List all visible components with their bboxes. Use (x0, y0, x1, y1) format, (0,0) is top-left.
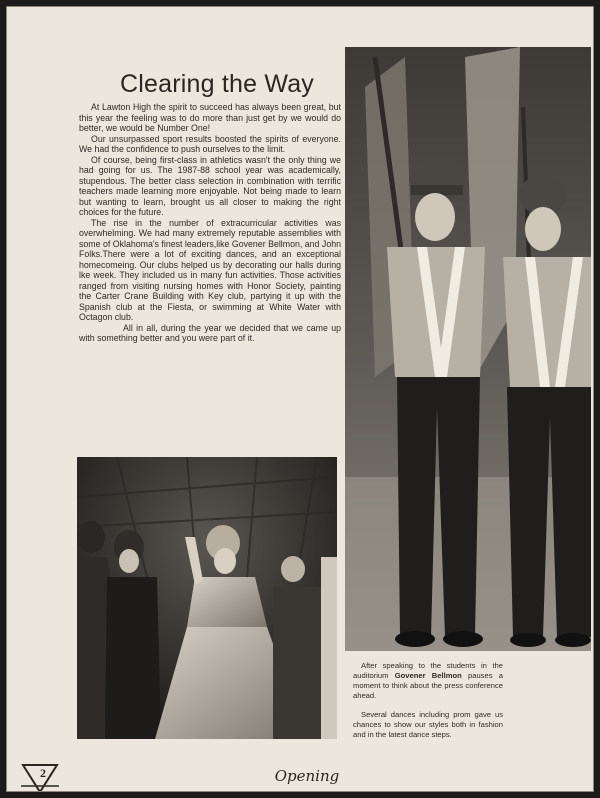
article-paragraph: Of course, being first-class in athletics wasn't the only thing we had going for us. The 1987-88 school year was academically, stupendous. The better class selection in combination with terrific teachers made learning more enjoyable. Not being made to learn but wanting to learn, brought us all closer to making the right choices for the future. (79, 154, 341, 217)
dance-illustration (77, 457, 337, 739)
article-paragraph: The rise in the number of extracurricular activities was overwhelming. We had many extremely reputable assemblies with some of Oklahoma's finest leaders,like Govener Bellmon, and John Folks.There were a lot of exciting dances, and an exceptional homecomeing. Our clubs helped us by decorating our halls during lke week. They included us in many fun activities. Those activities ranged from visiting nursing homes with Honor Society, painting the Carter Crane Building with Key club, partying it up with the Spanish club at the Fiesta, or swimming at White Water with Octagon club. (79, 217, 341, 322)
page-number: 2 (40, 766, 46, 780)
article-paragraph: All in all, during the year we decided that we came up with something better and you were part of it. (79, 322, 341, 343)
section-title: Opening (274, 767, 340, 785)
article-paragraph: Our unsurpassed sport results boosted the spirits of everyone. We had the confidence to push ourselves to the limit. (79, 133, 341, 154)
caption-text: pauses a moment to think about the press conference ahead. (353, 671, 503, 700)
article-body (79, 102, 341, 344)
caption-name: Govener Bellmon (394, 671, 462, 680)
yearbook-page (6, 6, 594, 792)
dance-photo (77, 457, 337, 739)
article-paragraph: At Lawton High the spirit to succeed has always been great, but this year the feeling was to do more than just get by we would do better, we would be Number One! (79, 102, 341, 133)
caption-text: After speaking to the students in the auditorium (353, 661, 503, 680)
caption-dances: Several dances including prom gave us chances to show our styles both in fashion and in the latest dance steps. (353, 710, 503, 739)
color-guard-photo (345, 47, 591, 651)
article-title: Clearing the Way (119, 70, 315, 98)
color-guard-illustration (345, 47, 591, 651)
caption-bellmon (353, 661, 503, 701)
photo-captions (353, 661, 503, 749)
